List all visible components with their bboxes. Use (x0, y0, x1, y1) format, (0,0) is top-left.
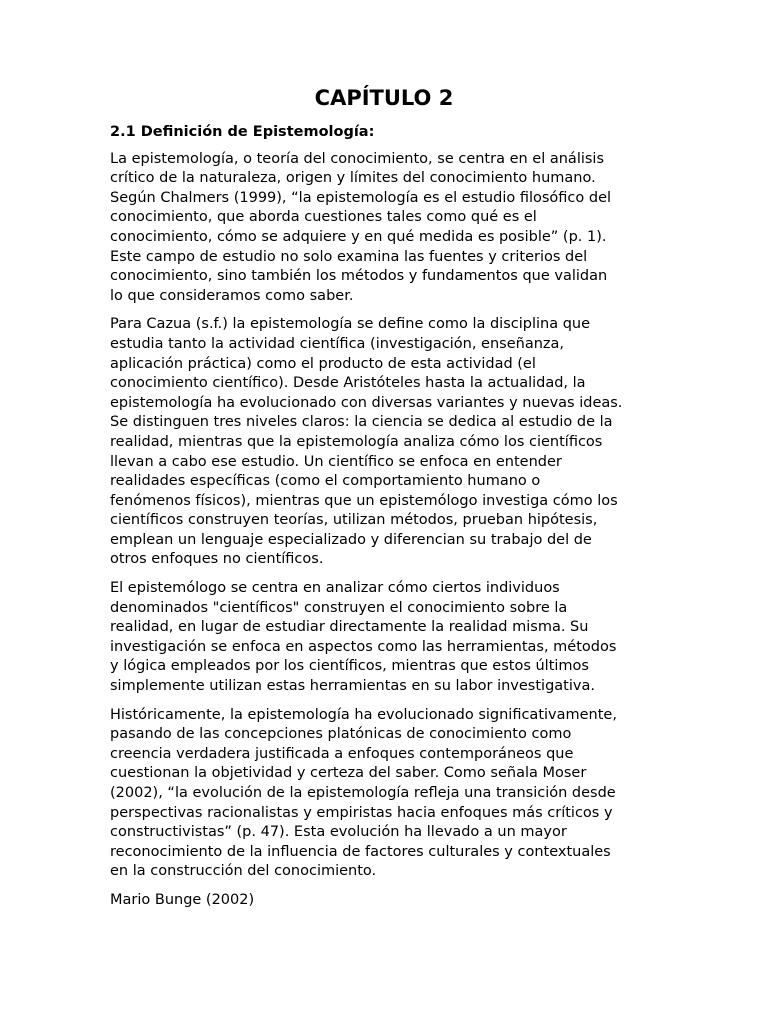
document-body (110, 150, 658, 911)
text-line: perspectivas racionalistas y empiristas hacia enfoques más críticos y (110, 804, 613, 821)
text-line: realidad, mientras que la epistemología analiza cómo los científicos (110, 433, 603, 450)
text-line: otros enfoques no científicos. (110, 551, 324, 568)
text-line: constructivistas” (p. 47). Esta evolución ha llevado a un mayor (110, 824, 567, 841)
text-line: y lógica empleados por los científicos, mientras que estos últimos (110, 658, 589, 675)
text-line: reconocimiento de la influencia de factores culturales y contextuales (110, 843, 611, 860)
text-line: simplemente utilizan estas herramientas en su labor investigativa. (110, 678, 595, 695)
text-line: Este campo de estudio no solo examina las fuentes y criterios del (110, 248, 588, 265)
text-line: conocimiento, sino también los métodos y fundamentos que validan (110, 268, 608, 285)
text-line: en la construcción del conocimiento. (110, 863, 377, 880)
text-line: cuestionan la objetividad y certeza del saber. Como señala Moser (110, 765, 587, 782)
body-paragraph (110, 579, 658, 697)
text-line: fenómenos físicos), mientras que un epistemólogo investiga cómo los (110, 492, 618, 509)
chapter-title: CAPÍTULO 2 (314, 86, 454, 110)
text-line: investigación se enfoca en aspectos como las herramientas, métodos (110, 638, 617, 655)
text-line: realidades específicas (como el comportamiento humano o (110, 473, 541, 490)
text-line: realidad, en lugar de estudiar directamente la realidad misma. Su (110, 619, 589, 636)
body-paragraph (110, 891, 658, 911)
text-line: creencia verdadera justificada a enfoques contemporáneos que (110, 745, 574, 762)
text-line: epistemología ha evolucionado con diversas variantes y nuevas ideas. (110, 394, 623, 411)
text-line: pasando de las concepciones platónicas de conocimiento como (110, 726, 572, 743)
text-line: lo que consideramos como saber. (110, 287, 354, 304)
text-line: El epistemólogo se centra en analizar cómo ciertos individuos (110, 580, 560, 597)
text-line: conocimiento científico). Desde Aristóteles hasta la actualidad, la (110, 375, 586, 392)
text-line: Mario Bunge (2002) (110, 891, 255, 908)
text-line: llevan a cabo ese estudio. Un científico se enfoca en entender (110, 453, 562, 470)
text-line: Se distinguen tres niveles claros: la ciencia se dedica al estudio de la (110, 414, 613, 431)
text-line: emplean un lenguaje especializado y diferencian su trabajo del de (110, 531, 592, 548)
text-line: crítico de la naturaleza, origen y límites del conocimiento humano. (110, 170, 596, 187)
text-line: Para Cazua (s.f.) la epistemología se define como la disciplina que (110, 316, 591, 333)
text-line: conocimiento, cómo se adquiere y en qué medida es posible” (p. 1). (110, 228, 607, 245)
text-line: (2002), “la evolución de la epistemología refleja una transición desde (110, 785, 616, 801)
text-line: conocimiento, que aborda cuestiones tales como qué es el (110, 209, 537, 226)
section-heading: 2.1 Definición de Epistemología: (110, 124, 375, 140)
text-line: aplicación práctica) como el producto de esta actividad (el (110, 355, 536, 372)
text-line: La epistemología, o teoría del conocimiento, se centra en el análisis (110, 150, 605, 167)
body-paragraph (110, 706, 658, 882)
body-paragraph (110, 150, 658, 307)
text-line: científicos construyen teorías, utilizan métodos, prueban hipótesis, (110, 512, 598, 529)
text-line: estudia tanto la actividad científica (investigación, enseñanza, (110, 335, 565, 352)
text-line: Según Chalmers (1999), “la epistemología es el estudio filosófico del (110, 189, 612, 206)
text-line: denominados "científicos" construyen el conocimiento sobre la (110, 599, 568, 616)
document-page (110, 84, 658, 920)
text-line: Históricamente, la epistemología ha evolucionado significativamente, (110, 706, 617, 723)
body-paragraph (110, 315, 658, 570)
